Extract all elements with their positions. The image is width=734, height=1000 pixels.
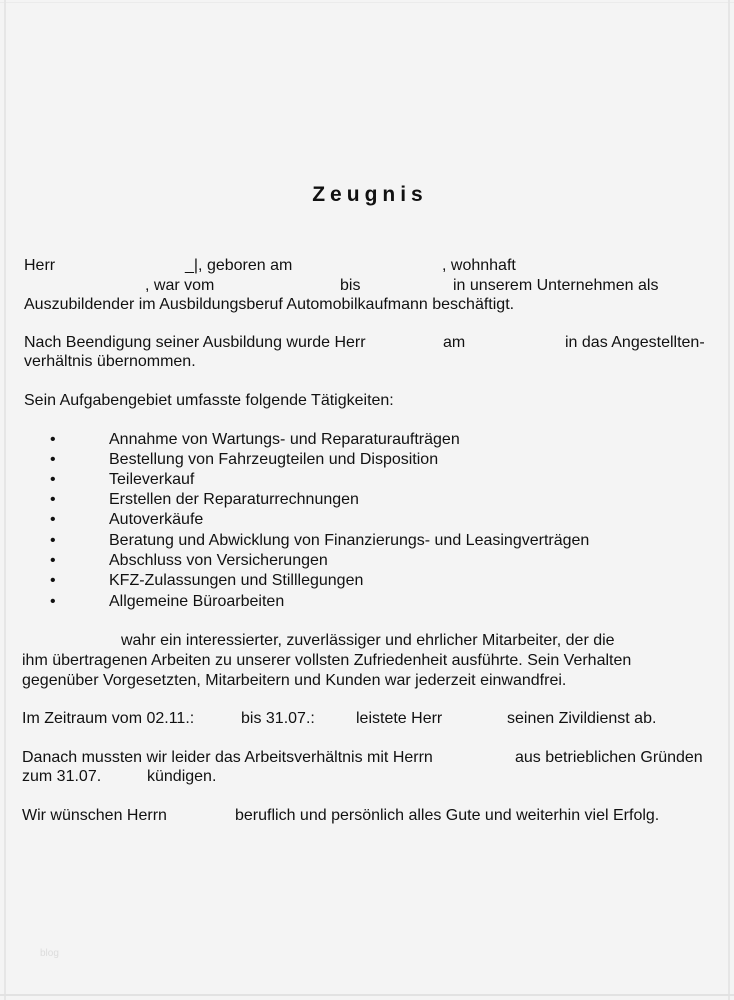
list-item: Annahme von Wartungs- und Reparaturaufträgen xyxy=(109,431,460,448)
civil-service-d: seinen Zivildienst ab. xyxy=(507,710,657,727)
intro-line2-c: in unserem Unternehmen als xyxy=(453,277,659,294)
termination-line1-a: Danach mussten wir leider das Arbeitsverhältnis mit Herrn xyxy=(22,749,433,766)
assessment-line3: gegenüber Vorgesetzten, Mitarbeitern und Kunden war jederzeit einwandfrei. xyxy=(22,672,567,689)
page-edge-bottom xyxy=(0,994,734,996)
list-item: Erstellen der Reparaturrechnungen xyxy=(109,491,359,508)
list-item: Bestellung von Fahrzeugteilen und Disposition xyxy=(109,451,439,468)
employment-line2: verhältnis übernommen. xyxy=(24,353,196,370)
bullet-icon: • xyxy=(50,451,56,468)
bullet-icon: • xyxy=(50,471,56,488)
tasks-intro: Sein Aufgabengebiet umfasste folgende Tätigkeiten: xyxy=(24,392,394,409)
civil-service-c: leistete Herr xyxy=(356,710,443,727)
intro-line2-a: , war vom xyxy=(145,277,215,294)
intro-line2-b: bis xyxy=(340,277,361,294)
bullet-icon: • xyxy=(50,552,56,569)
list-item: KFZ-Zulassungen und Stilllegungen xyxy=(109,572,364,589)
bullet-icon: • xyxy=(50,511,56,528)
bullet-icon: • xyxy=(50,431,56,448)
intro-line1-a: Herr xyxy=(24,257,56,274)
intro-line1-b: _|, geboren am xyxy=(185,257,293,274)
assessment-line2: ihm übertragenen Arbeiten zu unserer vollsten Zufriedenheit ausführte. Sein Verhalten xyxy=(22,652,632,669)
page-edge-left xyxy=(4,0,6,1000)
bullet-icon: • xyxy=(50,532,56,549)
bullet-icon: • xyxy=(50,491,56,508)
assessment-line1: wahr ein interessierter, zuverlässiger und ehrlicher Mitarbeiter, der die xyxy=(121,632,615,649)
page-edge-right xyxy=(728,0,730,1000)
bullet-icon: • xyxy=(50,572,56,589)
list-item: Autoverkäufe xyxy=(109,511,204,528)
list-item: Allgemeine Büroarbeiten xyxy=(109,593,285,610)
document-title: Zeugnis xyxy=(312,183,428,206)
intro-line3: Auszubildender im Ausbildungsberuf Automobilkaufmann beschäftigt. xyxy=(24,296,515,313)
closing-b: beruflich und persönlich alles Gute und weiterhin viel Erfolg. xyxy=(235,807,660,824)
list-item: Teileverkauf xyxy=(109,471,195,488)
page-edge-top xyxy=(0,2,734,3)
watermark-text: blog xyxy=(40,948,59,959)
termination-line2-a: zum 31.07. xyxy=(22,768,102,785)
closing-a: Wir wünschen Herrn xyxy=(22,807,167,824)
employment-line1-c: in das Angestellten- xyxy=(565,334,705,351)
employment-line1-b: am xyxy=(443,334,466,351)
civil-service-b: bis 31.07.: xyxy=(241,710,315,727)
civil-service-a: Im Zeitraum vom 02.11.: xyxy=(22,710,195,727)
list-item: Beratung und Abwicklung von Finanzierungs- und Leasingverträgen xyxy=(109,532,590,549)
bullet-icon: • xyxy=(50,593,56,610)
employment-line1-a: Nach Beendigung seiner Ausbildung wurde Herr xyxy=(24,334,366,351)
termination-line1-b: aus betrieblichen Gründen xyxy=(515,749,703,766)
termination-line2-b: kündigen. xyxy=(147,768,217,785)
list-item: Abschluss von Versicherungen xyxy=(109,552,328,569)
intro-line1-c: , wohnhaft xyxy=(442,257,516,274)
